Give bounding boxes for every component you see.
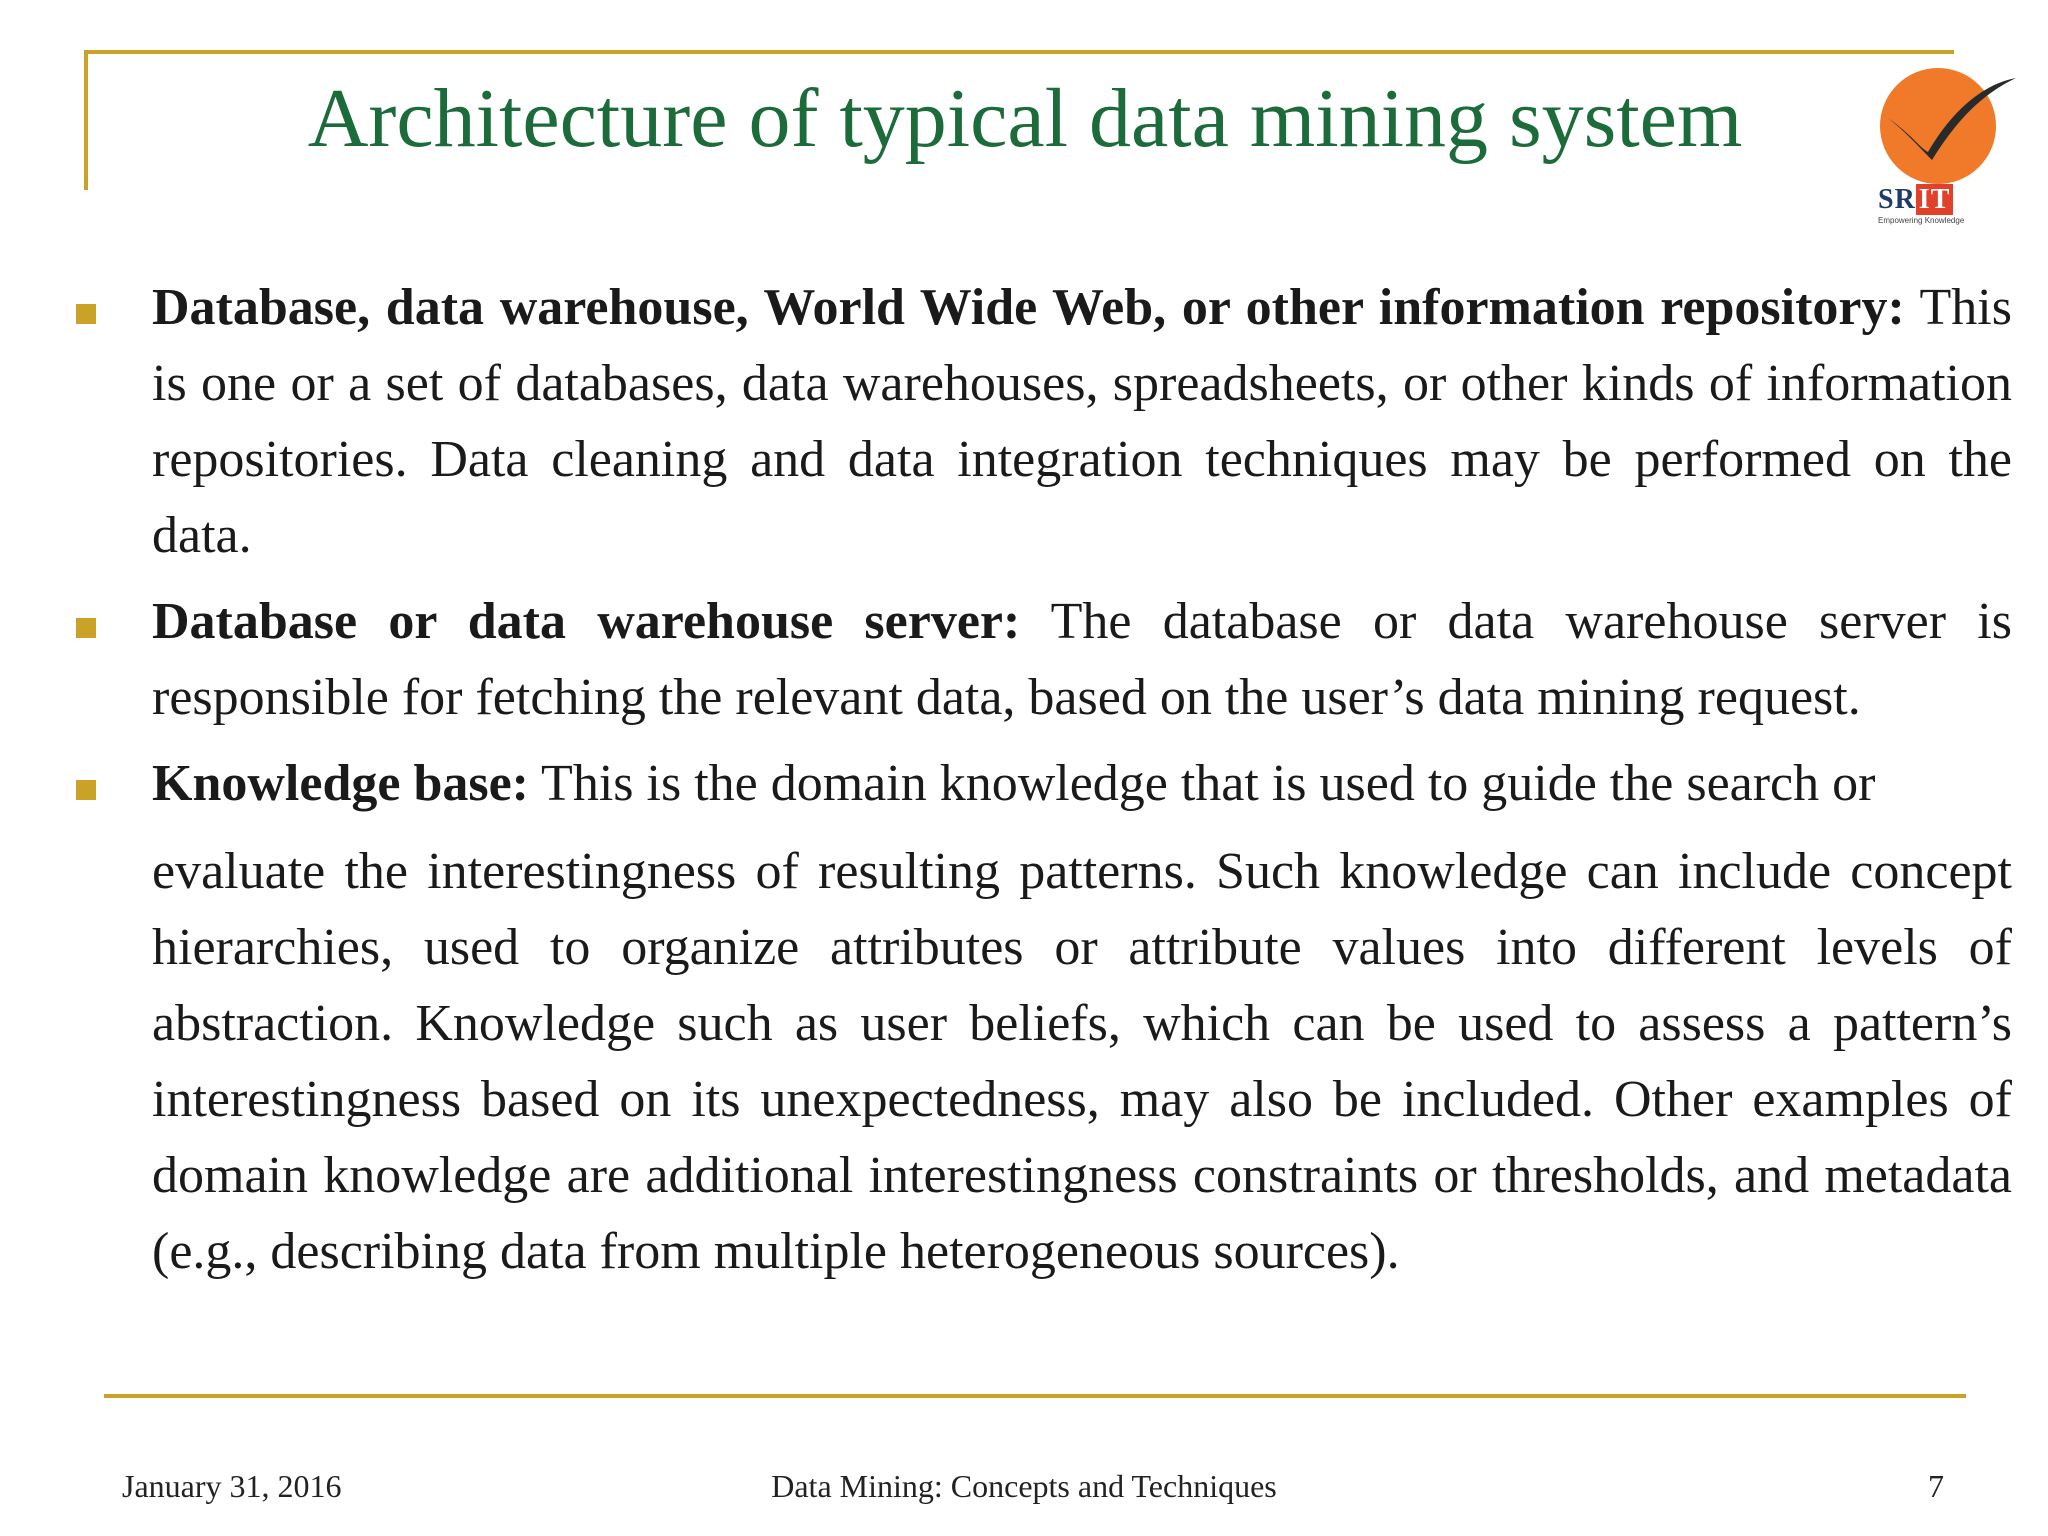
- line-gap: [152, 822, 2012, 834]
- bullet-text: [152, 270, 2012, 574]
- bullet-list: [70, 270, 2010, 1300]
- srit-logo: [1858, 56, 2018, 226]
- logo-tagline: Empowering Knowledge: [1878, 216, 1965, 225]
- logo-text-sr: SR: [1878, 184, 1916, 215]
- logo-emblem-icon: [1858, 56, 2018, 186]
- bullet-square-icon: [76, 304, 96, 324]
- bullet-square-icon: [76, 618, 96, 638]
- slide-title: Architecture of typical data mining system: [307, 72, 1743, 165]
- logo-wordmark: [1878, 184, 1953, 216]
- bullet-term: Database or data warehouse server:: [152, 593, 1021, 650]
- bullet-body: The database or data warehouse server is responsible for fetching the relevant data, based on the user’s data mining request.: [152, 593, 2012, 726]
- footer-rule: [104, 1394, 1966, 1398]
- bullet-body: This is one or a set of databases, data warehouses, spreadsheets, or other kinds of information repositories. Data cleaning and data integration techniques may be performed on the data.: [152, 279, 2012, 564]
- frame-left-line: [84, 50, 88, 190]
- bullet-item: [70, 584, 2010, 736]
- bullet-body: This is the domain knowledge that is used to guide the search or: [529, 755, 1876, 812]
- bullet-item: [70, 270, 2010, 574]
- footer-date: January 31, 2016: [122, 1468, 342, 1504]
- bullet-body-continued: evaluate the interestingness of resulting patterns. Such knowledge can include concept hierarchies, used to organize attributes or attribute values into different levels of abstraction. Knowledge such as user beliefs, which can be used to assess a pattern’s interestingness based on its unexpectedness, may also be included. Other examples of domain knowledge are additional interestingness constraints or thresholds, and metadata (e.g., describing data from multiple heterogeneous sources).: [152, 843, 2012, 1280]
- bullet-term: Database, data warehouse, World Wide Web, or other information repository:: [152, 279, 1905, 336]
- bullet-term: Knowledge base:: [152, 755, 529, 812]
- frame-top-line: [84, 50, 1954, 54]
- bullet-square-icon: [76, 780, 96, 800]
- footer-title: Data Mining: Concepts and Techniques: [771, 1468, 1277, 1504]
- bullet-item: [70, 746, 2010, 1290]
- bullet-text: [152, 746, 2012, 1290]
- bullet-text: [152, 584, 2012, 736]
- page-number: 7: [1928, 1468, 1944, 1504]
- logo-text-it: IT: [1916, 184, 1954, 215]
